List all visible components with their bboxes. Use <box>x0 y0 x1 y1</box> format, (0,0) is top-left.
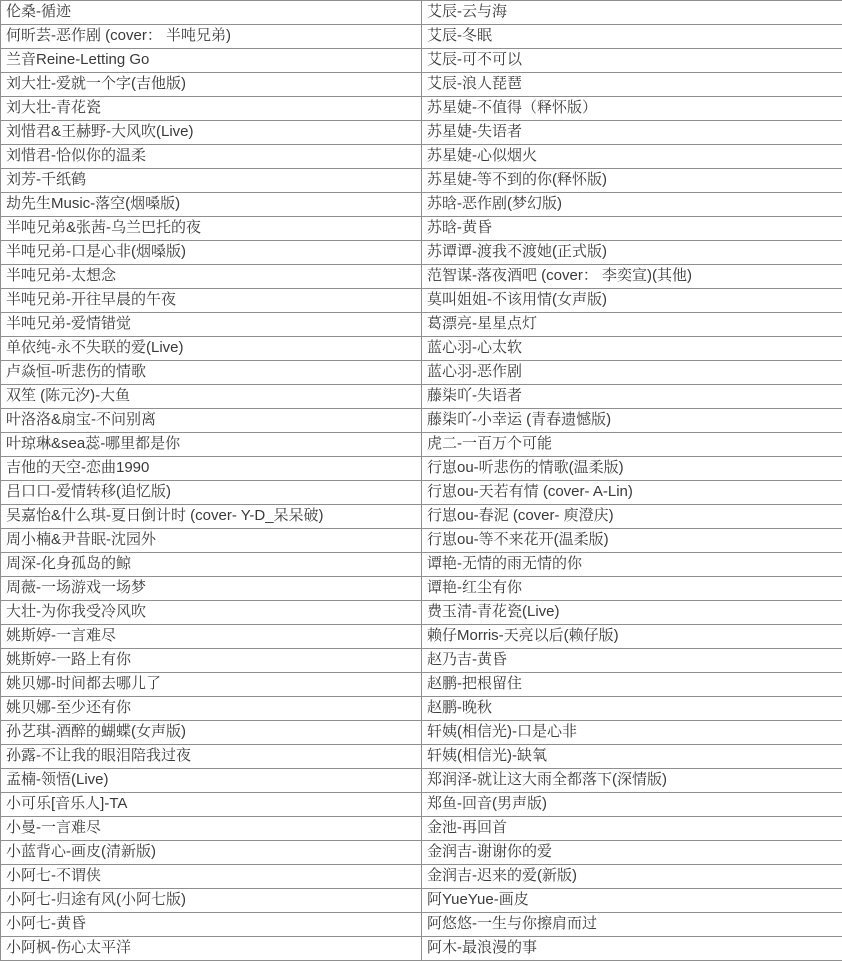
song-cell: 小可乐[音乐人]-TA <box>1 793 422 817</box>
table-row <box>1 841 842 865</box>
table-row <box>1 601 842 625</box>
song-cell: 葛漂亮-星星点灯 <box>422 313 842 337</box>
song-cell: 小阿七-归途有风(小阿七版) <box>1 889 422 913</box>
song-cell: 金池-再回首 <box>422 817 842 841</box>
table-row <box>1 481 842 505</box>
song-cell: 苏星婕-等不到的你(释怀版) <box>422 169 842 193</box>
table-row <box>1 265 842 289</box>
song-cell: 苏晗-黄昏 <box>422 217 842 241</box>
song-cell: 郑润泽-就让这大雨全都落下(深情版) <box>422 769 842 793</box>
table-row <box>1 217 842 241</box>
song-cell: 单依纯-永不失联的爱(Live) <box>1 337 422 361</box>
song-cell: 金润吉-迟来的爱(新版) <box>422 865 842 889</box>
song-cell: 小阿七-黄昏 <box>1 913 422 937</box>
song-cell: 姚贝娜-至少还有你 <box>1 697 422 721</box>
table-row <box>1 889 842 913</box>
table-row <box>1 289 842 313</box>
table-row <box>1 529 842 553</box>
song-cell: 苏星婕-心似烟火 <box>422 145 842 169</box>
song-cell: 周深-化身孤岛的鲸 <box>1 553 422 577</box>
song-cell: 孙露-不让我的眼泪陪我过夜 <box>1 745 422 769</box>
song-cell: 半吨兄弟-口是心非(烟嗓版) <box>1 241 422 265</box>
song-cell: 卢焱恒-听悲伤的情歌 <box>1 361 422 385</box>
song-cell: 吴嘉怡&什么琪-夏日倒计时 (cover- Y-D_呆呆破) <box>1 505 422 529</box>
song-cell: 姚斯婷-一言难尽 <box>1 625 422 649</box>
song-cell: 阿木-最浪漫的事 <box>422 937 842 961</box>
song-cell: 孙艺琪-酒醉的蝴蝶(女声版) <box>1 721 422 745</box>
song-cell: 半吨兄弟-太想念 <box>1 265 422 289</box>
song-cell: 蓝心羽-恶作剧 <box>422 361 842 385</box>
song-cell: 苏谭谭-渡我不渡她(正式版) <box>422 241 842 265</box>
song-cell: 轩姨(相信光)-口是心非 <box>422 721 842 745</box>
song-cell: 刘惜君-恰似你的温柔 <box>1 145 422 169</box>
table-row <box>1 577 842 601</box>
song-cell: 小阿枫-伤心太平洋 <box>1 937 422 961</box>
song-cell: 轩姨(相信光)-缺氧 <box>422 745 842 769</box>
song-cell: 赖仔Morris-天亮以后(赖仔版) <box>422 625 842 649</box>
table-row <box>1 25 842 49</box>
song-cell: 伦桑-循迹 <box>1 1 422 25</box>
song-cell: 叶洛洛&扇宝-不问别离 <box>1 409 422 433</box>
table-row <box>1 49 842 73</box>
table-row <box>1 433 842 457</box>
song-cell: 刘大壮-爱就一个字(吉他版) <box>1 73 422 97</box>
song-cell: 行崽ou-等不来花开(温柔版) <box>422 529 842 553</box>
table-row <box>1 721 842 745</box>
table-row <box>1 649 842 673</box>
song-cell: 何昕芸-恶作剧 (cover： 半吨兄弟) <box>1 25 422 49</box>
song-cell: 金润吉-谢谢你的爱 <box>422 841 842 865</box>
song-cell: 虎二-一百万个可能 <box>422 433 842 457</box>
song-cell: 苏晗-恶作剧(梦幻版) <box>422 193 842 217</box>
song-cell: 姚贝娜-时间都去哪儿了 <box>1 673 422 697</box>
table-row <box>1 241 842 265</box>
song-cell: 孟楠-领悟(Live) <box>1 769 422 793</box>
song-cell: 刘大壮-青花瓷 <box>1 97 422 121</box>
table-row <box>1 817 842 841</box>
table-row <box>1 865 842 889</box>
song-cell: 赵鹏-把根留住 <box>422 673 842 697</box>
song-cell: 周薇-一场游戏一场梦 <box>1 577 422 601</box>
song-table-body <box>1 1 842 961</box>
table-row <box>1 145 842 169</box>
song-cell: 艾辰-可不可以 <box>422 49 842 73</box>
table-row <box>1 1 842 25</box>
song-cell: 行崽ou-听悲伤的情歌(温柔版) <box>422 457 842 481</box>
song-cell: 赵鹏-晚秋 <box>422 697 842 721</box>
song-cell: 莫叫姐姐-不该用情(女声版) <box>422 289 842 313</box>
table-row <box>1 385 842 409</box>
song-cell: 阿YueYue-画皮 <box>422 889 842 913</box>
table-row <box>1 745 842 769</box>
table-row <box>1 769 842 793</box>
table-row <box>1 409 842 433</box>
song-cell: 半吨兄弟-开往早晨的午夜 <box>1 289 422 313</box>
song-cell: 艾辰-浪人琵琶 <box>422 73 842 97</box>
song-cell: 行崽ou-春泥 (cover- 庾澄庆) <box>422 505 842 529</box>
table-row <box>1 673 842 697</box>
song-cell: 赵乃吉-黄昏 <box>422 649 842 673</box>
song-cell: 谭艳-红尘有你 <box>422 577 842 601</box>
song-cell: 大壮-为你我受冷风吹 <box>1 601 422 625</box>
song-cell: 劫先生Music-落空(烟嗓版) <box>1 193 422 217</box>
table-row <box>1 337 842 361</box>
song-cell: 蓝心羽-心太软 <box>422 337 842 361</box>
song-cell: 半吨兄弟-爱情错觉 <box>1 313 422 337</box>
song-cell: 郑鱼-回音(男声版) <box>422 793 842 817</box>
table-row <box>1 553 842 577</box>
table-row <box>1 505 842 529</box>
table-row <box>1 121 842 145</box>
song-cell: 刘芳-千纸鹤 <box>1 169 422 193</box>
song-cell: 双笙 (陈元汐)-大鱼 <box>1 385 422 409</box>
song-cell: 苏星婕-不值得（释怀版） <box>422 97 842 121</box>
table-row <box>1 313 842 337</box>
song-cell: 刘惜君&王赫野-大风吹(Live) <box>1 121 422 145</box>
table-row <box>1 97 842 121</box>
song-cell: 艾辰-冬眠 <box>422 25 842 49</box>
table-row <box>1 625 842 649</box>
song-cell: 吉他的天空-恋曲1990 <box>1 457 422 481</box>
table-row <box>1 697 842 721</box>
song-cell: 小曼-一言难尽 <box>1 817 422 841</box>
song-cell: 姚斯婷-一路上有你 <box>1 649 422 673</box>
song-cell: 藤柒吖-小幸运 (青春遗憾版) <box>422 409 842 433</box>
song-cell: 半吨兄弟&张茜-乌兰巴托的夜 <box>1 217 422 241</box>
song-cell: 谭艳-无情的雨无情的你 <box>422 553 842 577</box>
song-cell: 叶琼琳&sea蕊-哪里都是你 <box>1 433 422 457</box>
song-cell: 周小楠&尹昔眠-沈园外 <box>1 529 422 553</box>
song-cell: 范智谋-落夜酒吧 (cover： 李奕宣)(其他) <box>422 265 842 289</box>
song-cell: 费玉清-青花瓷(Live) <box>422 601 842 625</box>
song-cell: 藤柒吖-失语者 <box>422 385 842 409</box>
table-row <box>1 457 842 481</box>
song-cell: 小阿七-不谓侠 <box>1 865 422 889</box>
song-cell: 小蓝背心-画皮(清新版) <box>1 841 422 865</box>
table-row <box>1 73 842 97</box>
song-cell: 吕口口-爱情转移(追忆版) <box>1 481 422 505</box>
song-cell: 苏星婕-失语者 <box>422 121 842 145</box>
table-row <box>1 193 842 217</box>
song-cell: 阿悠悠-一生与你擦肩而过 <box>422 913 842 937</box>
song-cell: 行崽ou-天若有情 (cover- A-Lin) <box>422 481 842 505</box>
song-cell: 艾辰-云与海 <box>422 1 842 25</box>
table-row <box>1 169 842 193</box>
table-row <box>1 937 842 961</box>
table-row <box>1 793 842 817</box>
song-cell: 兰音Reine-Letting Go <box>1 49 422 73</box>
table-row <box>1 361 842 385</box>
